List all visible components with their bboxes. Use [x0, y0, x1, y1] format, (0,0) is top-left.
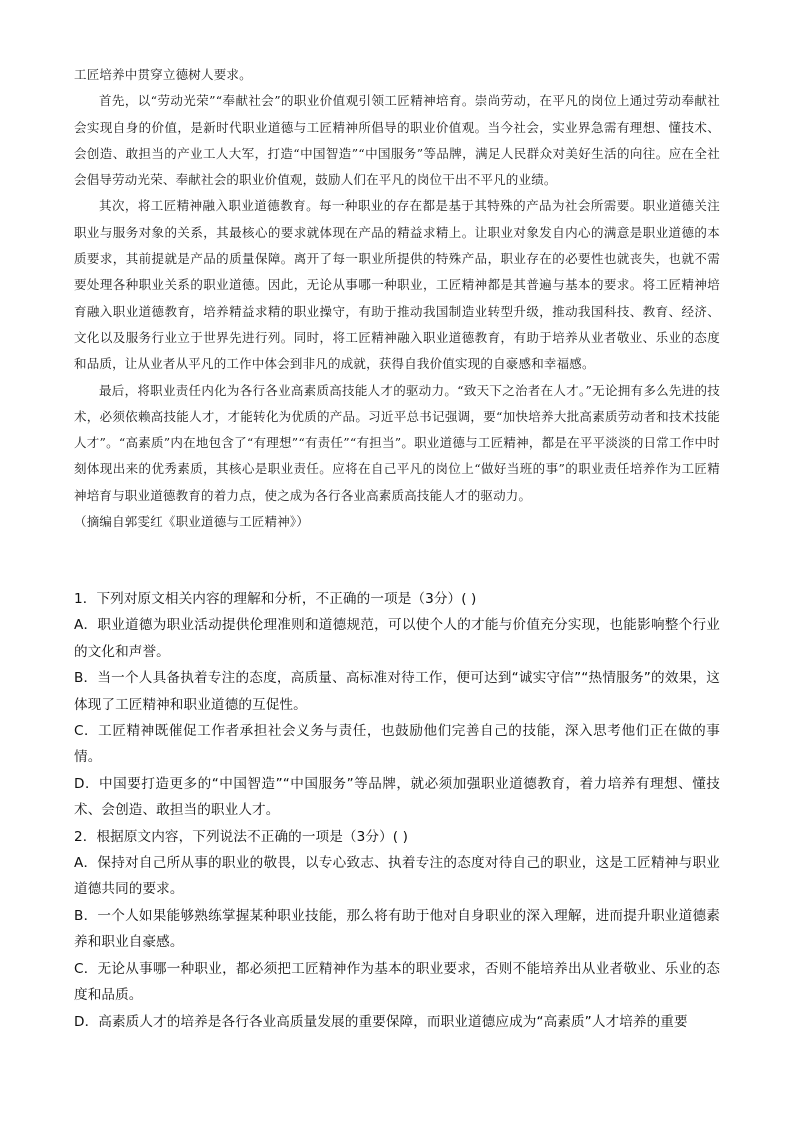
passage-paragraph-2: 其次，将工匠精神融入职业道德教育。每一种职业的存在都是基于其特殊的产品为社会所需要。职业道德关注职业与服务对象的关系，其最核心的要求就体现在产品的精益求精上。让职业对象发自内心的满意是职业道德的本质要求，其前提就是产品的质量保障。离开了每一职业所提供的特殊产品，职业存在的必要性也就丧失，也就不需要处理各种职业关系的职业道德。因此，无论从事哪一种职业，工匠精神都是其普遍与基本的要求。将工匠精神培育融入职业道德教育，培养精益求精的职业操守，有助于推动我国制造业转型升级，推动我国科技、教育、经济、文化以及服务行业立于世界先进行列。同时，将工匠精神融入职业道德教育，有助于培养从业者敬业、乐业的态度和品质，让从业者从平凡的工作中体会到非凡的成就，获得自我价值实现的自豪感和幸福感。 — [74, 198, 720, 372]
question-2-option-c: C．无论从事哪一种职业，都必须把工匠精神作为基本的职业要求，否则不能培养出从业者敬业、乐业的态度和品质。 — [74, 960, 720, 1004]
question-1 — [74, 586, 720, 824]
question-1-option-d: D．中国要打造更多的“中国智造”“中国服务”等品牌，就必须加强职业道德教育，着力培养有理想、懂技术、会创造、敢担当的职业人才。 — [74, 775, 720, 819]
question-1-stem: 1．下列对原文相关内容的理解和分析，不正确的一项是（3分）( ) — [74, 591, 477, 607]
question-2-stem: 2．根据原文内容，下列说法不正确的一项是（3分）( ) — [74, 828, 408, 845]
passage-paragraph-0: 工匠培养中贯穿立德树人要求。 — [74, 67, 252, 82]
passage-paragraph-3: 最后，将职业责任内化为各行各业高素质高技能人才的驱动力。“致天下之治者在人才。”无论拥有多么先进的技术，必须依赖高技能人才，才能转化为优质的产品。习近平总书记强调，要“加快培养大批高素质劳动者和技术技能人才”。“高素质”内在地包含了“有理想”“有责任”“有担当”。职业道德与工匠精神，都是在平平淡淡的日常工作中时刻体现出来的优秀素质，其核心是职业责任。应将在自己平凡的岗位上“做好当班的事”的职业责任培养作为工匠精神培育与职业道德教育的着力点，使之成为各行各业高素质高技能人才的驱动力。 — [74, 382, 720, 503]
reading-passage — [74, 62, 720, 535]
passage-paragraph-1: 首先，以“劳动光荣”“奉献社会”的职业价值观引领工匠精神培育。崇尚劳动，在平凡的岗位上通过劳动奉献社会实现自身的价值，是新时代职业道德与工匠精神所倡导的职业价值观。当今社会，实业界急需有理想、懂技术、会创造、敢担当的产业工人大军，打造“中国智造”“中国服务”等品牌，满足人民群众对美好生活的向往。应在全社会倡导劳动光荣、奉献社会的职业价值观，鼓励人们在平凡的岗位干出不平凡的业绩。 — [74, 93, 720, 188]
passage-source: （摘编自郭雯红《职业道德与工匠精神》） — [74, 514, 310, 530]
question-1-option-c: C．工匠精神既催促工作者承担社会义务与责任，也鼓励他们完善自己的技能，深入思考他们正在做的事情。 — [74, 723, 720, 766]
question-2-option-b: B．一个人如果能够熟练掌握某种职业技能，那么将有助于他对自身职业的深入理解，进而提升职业道德素养和职业自豪感。 — [74, 907, 720, 951]
question-2-option-d: D．高素质人才的培养是各行各业高质量发展的重要保障，而职业道德应成为“高素质”人才培养的重要 — [74, 1013, 688, 1030]
question-2-option-a: A．保持对自己所从事的职业的敬畏，以专心致志、执着专注的态度对待自己的职业，这是工匠精神与职业道德共同的要求。 — [74, 855, 720, 898]
question-list — [74, 586, 720, 1035]
question-1-option-a: A．职业道德为职业活动提供伦理准则和道德规范，可以使个人的才能与价值充分实现，也能影响整个行业的文化和声誉。 — [74, 617, 720, 660]
question-1-option-b: B．当一个人具备执着专注的态度，高质量、高标准对待工作，便可达到“诚实守信”“热情服务”的效果，这体现了工匠精神和职业道德的互促性。 — [74, 670, 720, 713]
question-2 — [74, 824, 720, 1035]
